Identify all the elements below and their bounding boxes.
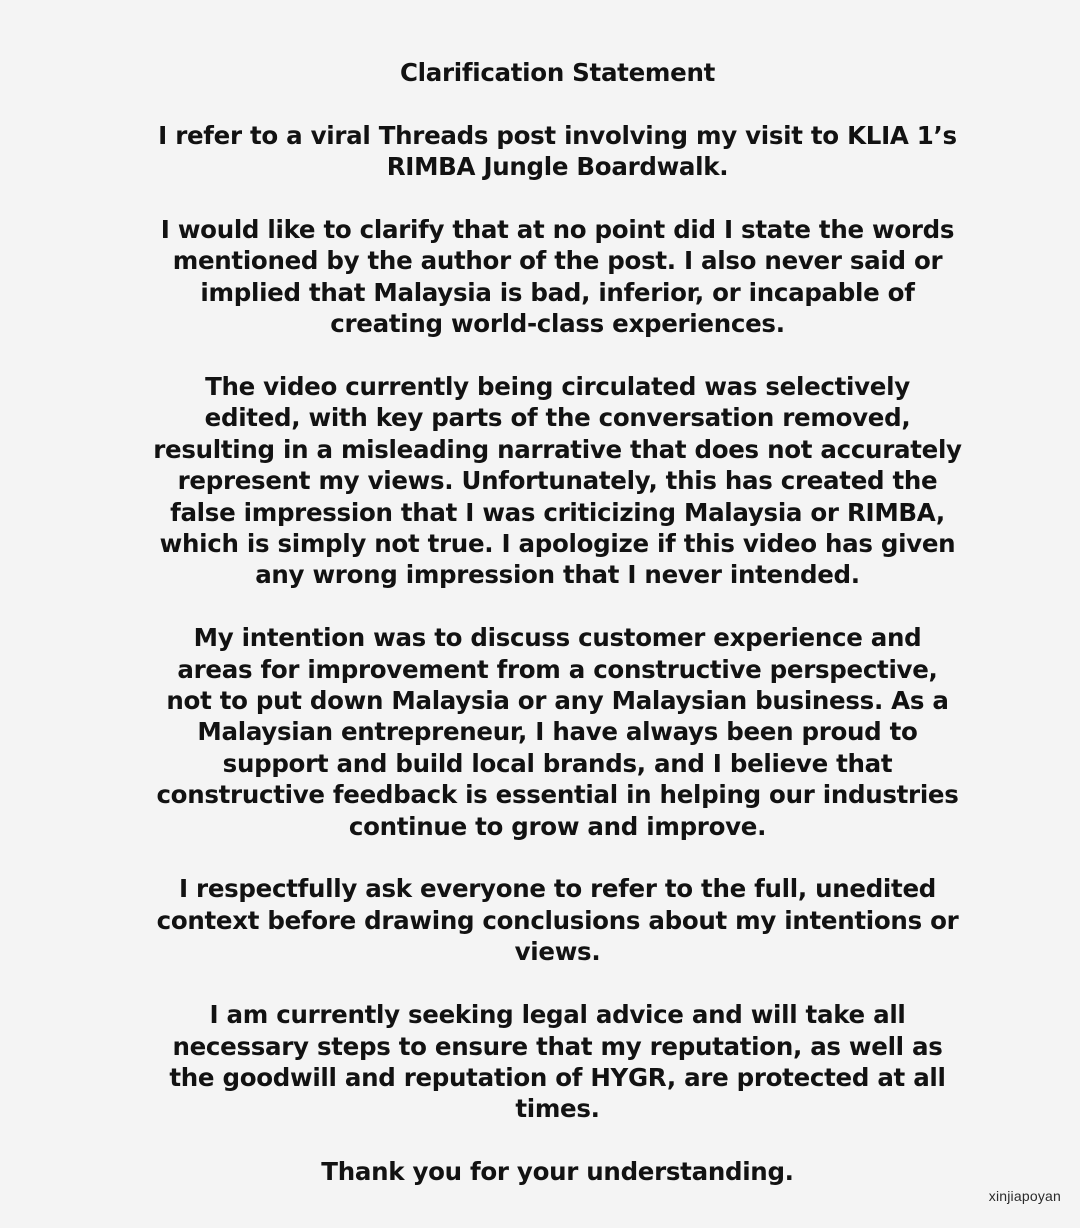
paragraph-line: RIMBA Jungle Boardwalk. [386, 152, 729, 182]
paragraph-line: views. [514, 937, 601, 967]
paragraph-1 [150, 120, 965, 183]
statement-title-text: Clarification Statement [399, 58, 716, 87]
paragraph-line: any wrong impression that I never intended. [255, 560, 860, 590]
paragraph-line: continue to grow and improve. [348, 811, 767, 841]
paragraph-line: constructive feedback is essential in helping our industries [156, 780, 959, 810]
paragraph-line: represent my views. Unfortunately, this has created the [177, 466, 938, 496]
paragraph-line: resulting in a misleading narrative that does not accurately [153, 434, 962, 464]
paragraph-4 [150, 622, 965, 842]
paragraph-line: I am currently seeking legal advice and will take all [209, 1000, 906, 1030]
paragraph-line: which is simply not true. I apologize if this video has given [159, 529, 956, 559]
paragraph-line: areas for improvement from a constructive perspective, [177, 654, 938, 684]
paragraph-line: My intention was to discuss customer experience and [193, 623, 922, 653]
paragraph-5 [150, 873, 965, 967]
clarification-statement [150, 57, 965, 1219]
paragraph-line: false impression that I was criticizing Malaysia or RIMBA, [170, 497, 945, 527]
paragraph-line: I respectfully ask everyone to refer to the full, unedited [179, 874, 936, 904]
paragraph-line: the goodwill and reputation of HYGR, are protected at all [169, 1062, 946, 1092]
watermark: xinjiapoyan [988, 1188, 1061, 1204]
paragraph-line: Malaysian entrepreneur, I have always been proud to [197, 717, 918, 747]
paragraph-line: times. [515, 1094, 600, 1124]
paragraph-7 [150, 1156, 965, 1187]
statement-title [150, 57, 965, 88]
paragraph-line: necessary steps to ensure that my reputation, as well as [172, 1031, 943, 1061]
paragraph-line: I would like to clarify that at no point did I state the words [160, 215, 955, 244]
paragraph-6 [150, 999, 965, 1125]
paragraph-line: Thank you for your understanding. [321, 1157, 794, 1187]
paragraph-line: I refer to a viral Threads post involving my visit to KLIA 1’s [158, 120, 957, 150]
paragraph-line: The video currently being circulated was selectively [205, 372, 910, 402]
paragraph-2 [150, 214, 965, 340]
paragraph-line: mentioned by the author of the post. I also never said or [172, 246, 943, 276]
paragraph-line: not to put down Malaysia or any Malaysian business. As a [166, 686, 949, 716]
paragraph-line: edited, with key parts of the conversation removed, [204, 403, 911, 433]
paragraph-line: implied that Malaysia is bad, inferior, or incapable of [200, 277, 915, 307]
paragraph-line: creating world-class experiences. [330, 309, 785, 339]
paragraph-line: context before drawing conclusions about my intentions or [156, 905, 959, 935]
paragraph-3 [150, 371, 965, 591]
paragraph-line: support and build local brands, and I believe that [222, 748, 893, 778]
